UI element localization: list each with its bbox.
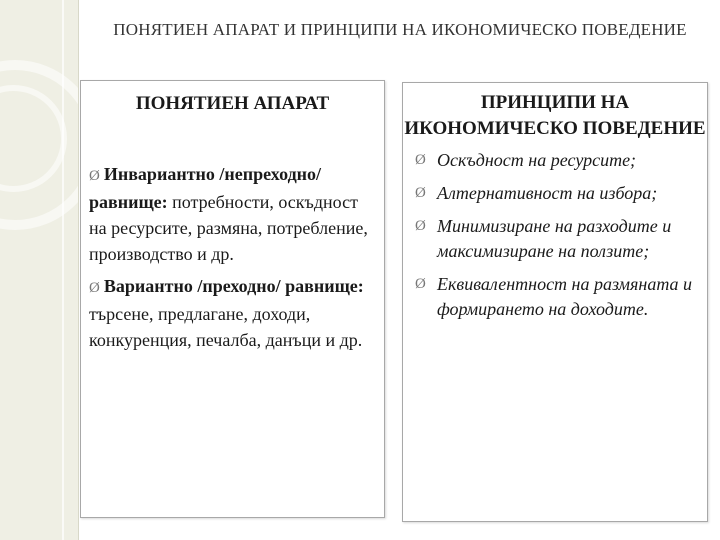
concept-text: потребности, оскъдност на ресурсите, размяна, потребление, производство и др.: [89, 192, 368, 264]
arrow-bullet-icon: Ø: [415, 276, 426, 292]
principles-heading: ПРИНЦИПИ НА ИКОНОМИЧЕСКО ПОВЕДЕНИЕ: [404, 92, 706, 139]
principle-text: Минимизиране на разходите и максимизиране на ползите;: [437, 216, 672, 261]
decorative-line: [62, 0, 64, 540]
principle-item: [415, 272, 699, 322]
principle-text: Алтернативност на избора;: [437, 183, 658, 203]
principles-panel: [402, 82, 708, 522]
concept-term: Инвариантно /непреходно/ равнище:: [89, 164, 322, 212]
concept-item-variant: [89, 273, 384, 353]
concepts-panel: [80, 80, 385, 518]
arrow-bullet-icon: Ø: [89, 168, 100, 184]
arrow-bullet-icon: Ø: [415, 218, 426, 234]
principle-item: [415, 214, 699, 264]
slide-title: ПОНЯТИЕН АПАРАТ И ПРИНЦИПИ НА ИКОНОМИЧЕСКО ПОВЕДЕНИЕ: [113, 20, 687, 39]
principle-text: Оскъдност на ресурсите;: [437, 150, 637, 170]
arrow-bullet-icon: Ø: [89, 280, 100, 296]
arrow-bullet-icon: Ø: [415, 152, 426, 168]
concepts-list: [81, 117, 384, 353]
principles-list: [403, 142, 707, 322]
concept-term: Вариантно /преходно/ равнище:: [103, 276, 364, 296]
concept-text: търсене, предлагане, доходи, конкуренция, печалба, данъци и др.: [89, 304, 363, 350]
principle-text: Еквивалентност на размяната и формирането на доходите.: [437, 274, 693, 319]
arrow-bullet-icon: Ø: [415, 185, 426, 201]
decorative-side-strip: [0, 0, 79, 540]
concepts-heading: ПОНЯТИЕН АПАРАТ: [135, 93, 330, 114]
principle-item: [415, 181, 699, 206]
principle-item: [415, 148, 699, 173]
concept-item-invariant: [89, 161, 384, 267]
